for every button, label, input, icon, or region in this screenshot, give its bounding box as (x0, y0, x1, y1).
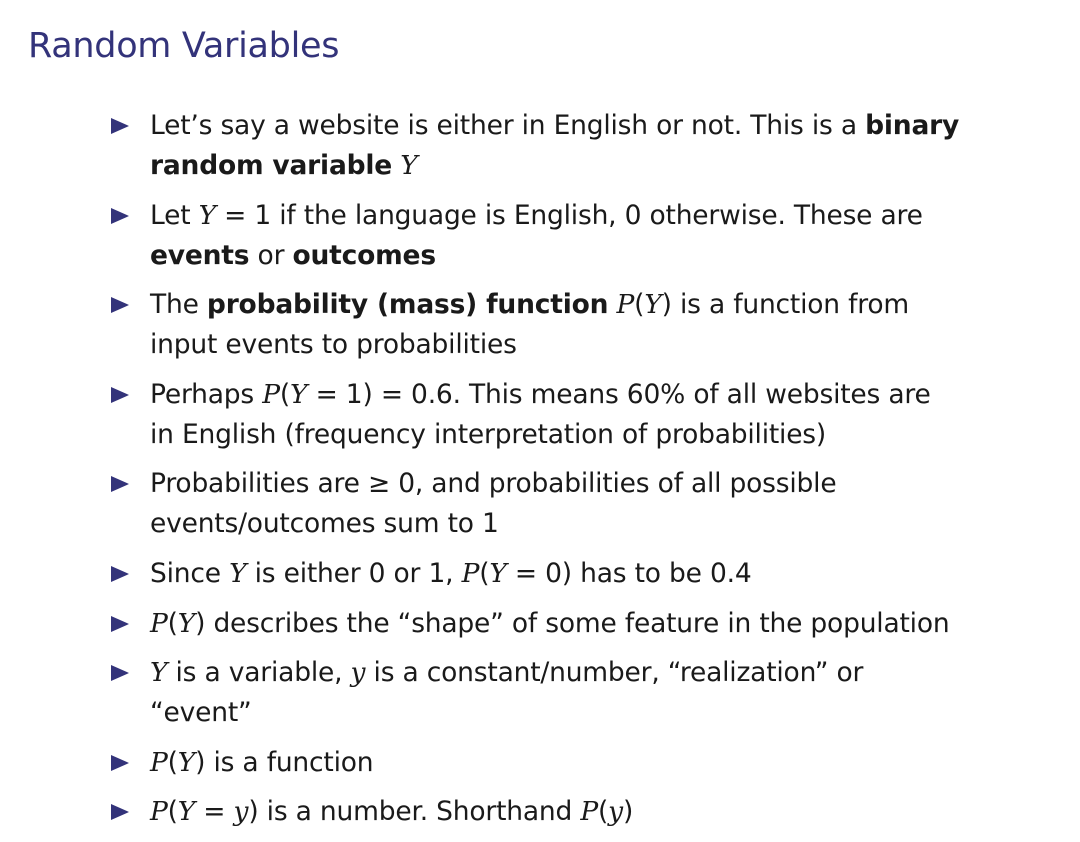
bullet-text (150, 464, 1010, 544)
bullet-line (150, 285, 1010, 325)
text-run: = (195, 796, 234, 828)
bullet-line (150, 554, 1010, 594)
bullet-item (110, 653, 1010, 733)
text-run: Perhaps (150, 378, 263, 410)
bullet-item (110, 375, 1010, 455)
math-symbol: P (580, 796, 599, 828)
triangle-right-icon (110, 196, 150, 236)
triangle-right-icon (110, 792, 150, 832)
math-symbol: P (461, 557, 480, 589)
bullet-text (150, 285, 1010, 365)
text-run: Let (150, 199, 199, 231)
text-run: input events to probabilities (150, 329, 517, 361)
math-symbol: Y (229, 557, 247, 589)
text-run: is either 0 or 1, (246, 557, 462, 589)
bullet-item (110, 604, 1010, 644)
bullet-text (150, 375, 1010, 455)
text-run: ( (167, 796, 178, 828)
bold-term: random variable (150, 150, 393, 181)
bullet-list (110, 106, 1010, 842)
triangle-right-icon (110, 464, 150, 504)
bullet-text (150, 653, 1010, 733)
text-run: = 1) = 0.6. This means 60% of all websites are (307, 378, 931, 410)
math-symbol: y (608, 796, 623, 828)
triangle-right-icon (110, 554, 150, 594)
math-symbol: P (616, 289, 635, 321)
math-symbol: P (150, 796, 168, 828)
bullet-line (150, 325, 1010, 365)
text-run: ) (622, 796, 634, 828)
bullet-line (150, 196, 1010, 236)
bold-term: probability (mass) function (206, 289, 609, 321)
text-run: or (249, 239, 293, 271)
slide-title: Random Variables (28, 26, 340, 66)
bullet-text (150, 554, 1010, 594)
math-symbol: P (262, 378, 280, 410)
text-run: ) is a function from (661, 289, 909, 321)
text-run: ( (167, 746, 178, 778)
math-symbol: Y (150, 657, 168, 689)
math-symbol: Y (644, 289, 662, 321)
bullet-text (150, 106, 1010, 186)
bullet-line (150, 106, 1010, 146)
text-run: is a constant/number, “realization” or (365, 657, 864, 689)
text-run: ( (167, 607, 178, 639)
bullet-line (150, 604, 1010, 644)
math-symbol: Y (400, 150, 418, 181)
bullet-line (150, 375, 1010, 415)
text-run (608, 289, 616, 320)
triangle-right-icon (110, 653, 150, 693)
bullet-line (150, 693, 1010, 733)
text-run: ( (634, 289, 645, 321)
bullet-line (150, 743, 1010, 783)
bullet-line (150, 146, 1010, 186)
bullet-item (110, 792, 1010, 832)
text-run: in English (frequency interpretation of probabilities) (150, 418, 827, 450)
text-run: ) is a function (195, 746, 374, 778)
math-symbol: P (150, 746, 168, 778)
math-symbol: y (350, 657, 366, 689)
triangle-right-icon (110, 743, 150, 783)
text-run: ) describes the “shape” of some feature in the population (195, 607, 950, 639)
bold-term: binary (865, 110, 960, 141)
text-run: Since (150, 557, 230, 589)
triangle-right-icon (110, 604, 150, 644)
triangle-right-icon (110, 285, 150, 325)
bullet-item (110, 743, 1010, 783)
text-run: ) is a number. Shorthand (248, 796, 581, 828)
text-run: = 0) has to be 0.4 (506, 557, 752, 589)
text-run: ( (598, 796, 609, 828)
math-symbol: P (150, 607, 168, 639)
text-run: events/outcomes sum to 1 (150, 508, 499, 540)
bullet-item (110, 196, 1010, 276)
bold-term: events (150, 239, 250, 271)
bullet-text (150, 196, 1010, 276)
bullet-text (150, 604, 1010, 644)
math-symbol: Y (177, 746, 196, 778)
bullet-item (110, 106, 1010, 186)
math-symbol: y (233, 796, 249, 828)
text-run: ( (479, 557, 490, 589)
bullet-line (150, 653, 1010, 693)
math-symbol: Y (198, 199, 216, 231)
text-run: Let’s say a website is either in English or not. This is a (150, 110, 866, 141)
math-symbol: Y (489, 557, 507, 589)
bold-term: outcomes (292, 239, 436, 271)
triangle-right-icon (110, 375, 150, 415)
bullet-item (110, 285, 1010, 365)
bullet-line (150, 464, 1010, 504)
math-symbol: Y (177, 796, 196, 828)
text-run: ( (279, 378, 291, 410)
triangle-right-icon (110, 106, 150, 146)
bullet-line (150, 415, 1010, 455)
text-run: “event” (150, 697, 252, 729)
math-symbol: Y (290, 378, 308, 410)
bullet-text (150, 792, 1010, 832)
text-run: The (150, 289, 207, 321)
text-run: Probabilities are ≥ 0, and probabilities of all possible (150, 468, 837, 500)
bullet-line (150, 504, 1010, 544)
text-run: is a variable, (167, 657, 351, 689)
bullet-item (110, 464, 1010, 544)
bullet-item (110, 554, 1010, 594)
bullet-text (150, 743, 1010, 783)
bullet-line (150, 792, 1010, 832)
math-symbol: Y (177, 607, 196, 639)
text-run: = 1 if the language is English, 0 otherwise. These are (215, 199, 923, 231)
bullet-line (150, 236, 1010, 276)
